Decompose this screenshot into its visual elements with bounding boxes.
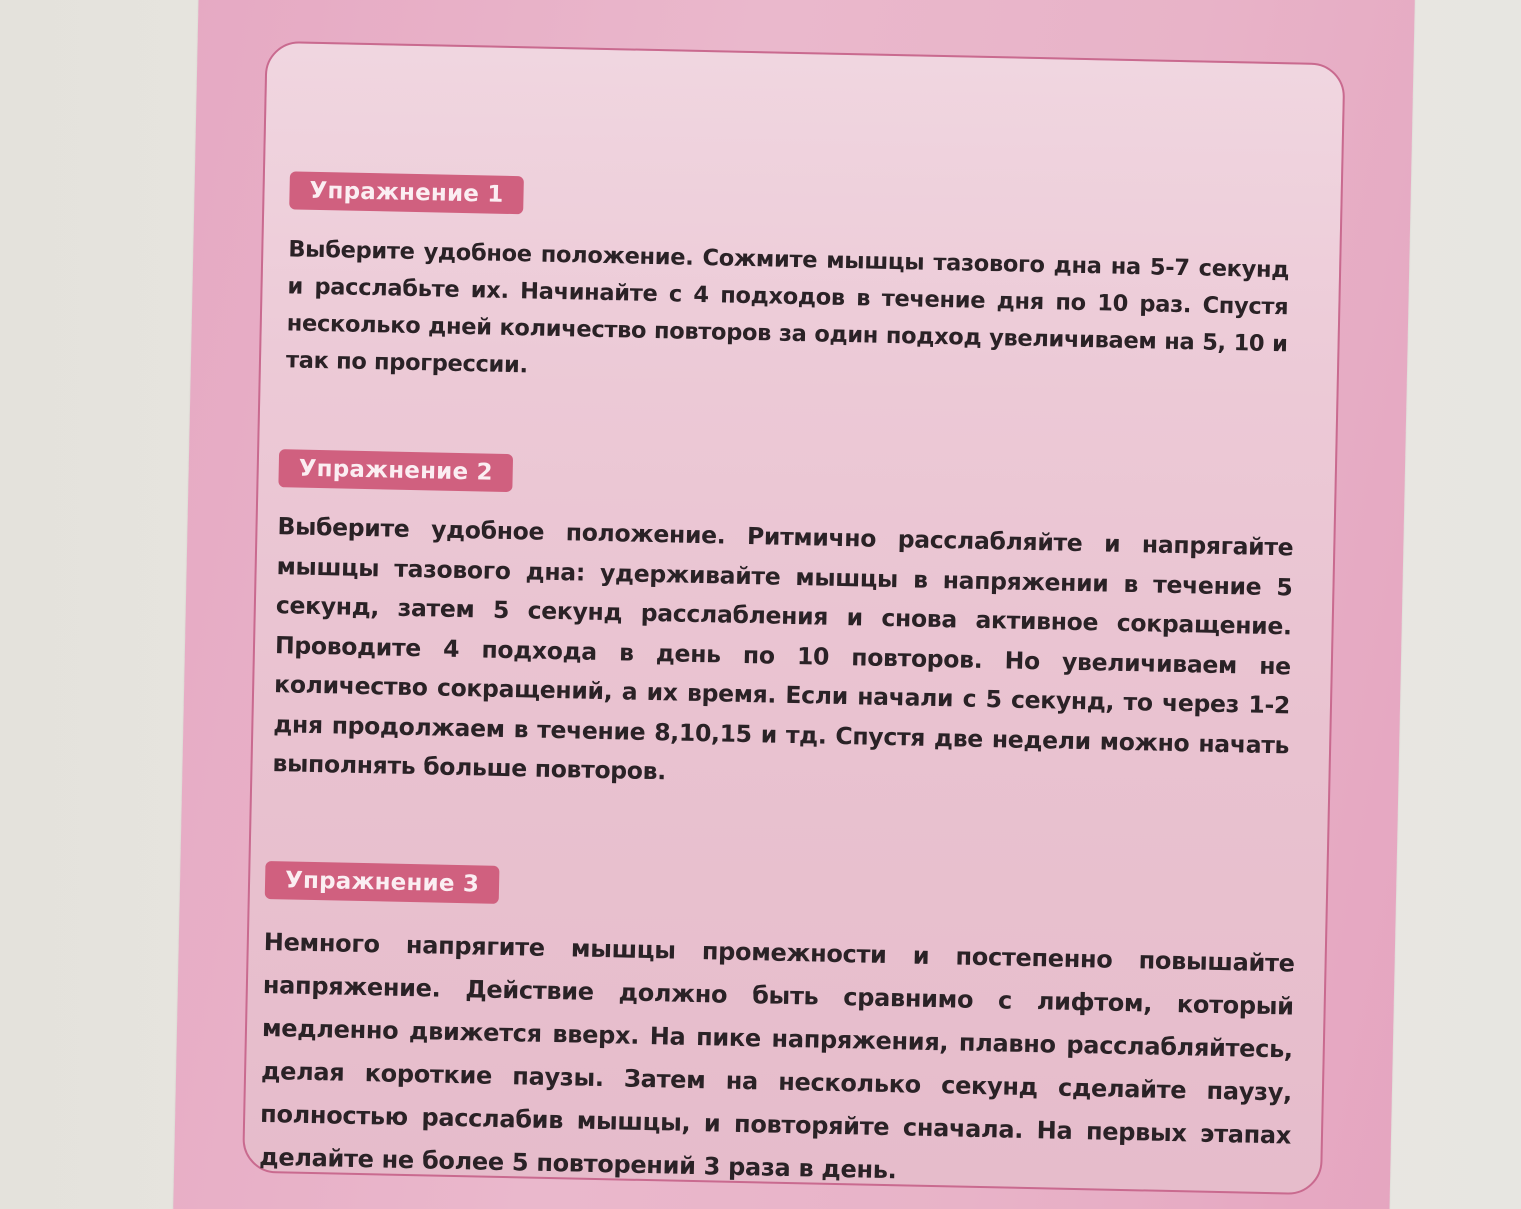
- exercise-1-title-badge: Упражнение 1: [289, 171, 524, 214]
- content-frame: [242, 41, 1345, 1195]
- exercise-1: [261, 171, 1341, 401]
- exercise-3-text: Немного напрягите мышцы промежности и постепенно повышайте напряжение. Действие должно быть сравнимо с лифтом, который медленно движется вверх. На пике напряжения, плавно расслабляйтесь, делая короткие паузы. Затем на несколько секунд сделайте паузу, полностью расслабив мышцы, и повторяйте сначала. На первых этапах делайте не более 5 повторений 3 раза в день.: [259, 927, 1295, 1185]
- leaflet: [173, 0, 1416, 1209]
- exercise-1-text: Выберите удобное положение. Сожмите мышцы тазового дна на 5-7 секунд и расслабьте их. Начинайте с 4 подходов в течение дня по 10 раз. Спустя несколько дней количество повторов за один подход увеличиваем на 5, 10 и так по прогрессии.: [285, 236, 1290, 379]
- exercise-2: [252, 449, 1335, 806]
- exercise-3: [244, 861, 1326, 1201]
- exercise-2-text: Выберите удобное положение. Ритмично расслабляйте и напрягайте мышцы тазового дна: удерживайте мышцы в напряжении в течение 5 секунд, затем 5 секунд расслабления и снова активное сокращение. Проводите 4 подхода в день по 10 повторов. Но увеличиваем не количество сокращений, а их время. Если начали с 5 секунд, то через 1-2 дня продолжаем в течение 8,10,15 и тд. Спустя две недели можно начать выполнять больше повторов.: [272, 512, 1294, 786]
- exercise-2-title-badge: Упражнение 2: [278, 449, 513, 492]
- exercise-3-title-badge: Упражнение 3: [265, 861, 500, 904]
